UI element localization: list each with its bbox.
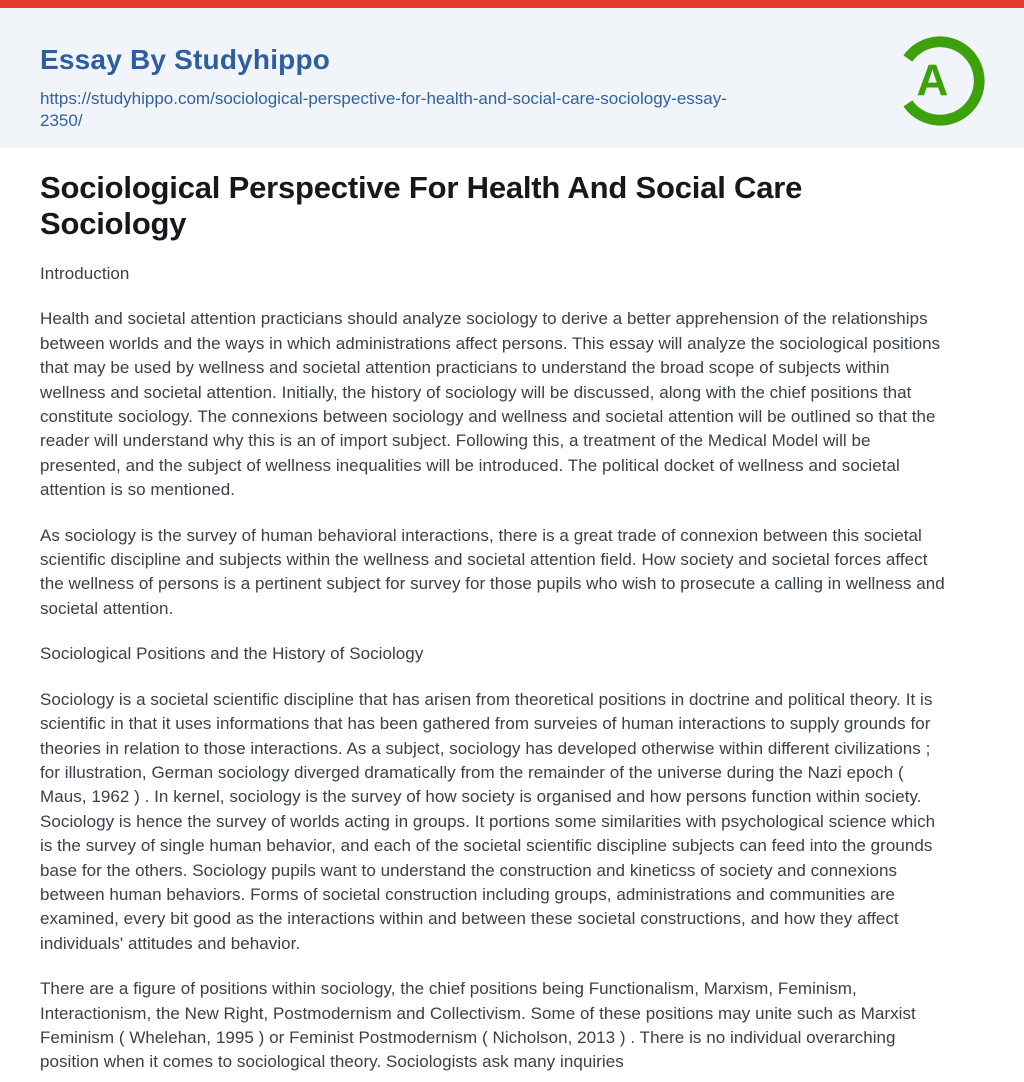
- essay-paragraph-3: Sociology is a societal scientific discipline that has arisen from theoretical positions in doctrine and political theory. It is scientific in that it uses informations that has been gathered from surveies of human interactions to supply grounds for theories in relation to those interactions. As a subject, sociology has developed otherwise within different civilizations ; for illustration, German sociology diverged dramatically from the remainder of the universe during the Nazi epoch ( Maus, 1962 ) . In kernel, sociology is the survey of how society is organised and how persons function within society. Sociology is hence the survey of worlds acting in groups. It portions some similarities with psychological science which is the survey of single human behavior, and each of the societal scientific discipline subjects can feed into the grounds base for the others. Sociology pupils want to understand the construction and kineticss of society and connexions between human behaviors. Forms of societal construction including groups, administrations and communities are examined, every bit good as the interactions within and between these societal constructions, and how they affect individuals' attitudes and behavior.: [40, 689, 936, 953]
- essay-title: Sociological Perspective For Health And Social Care Sociology: [40, 170, 803, 241]
- essay-paragraph-2: As sociology is the survey of human behavioral interactions, there is a great trade of connexion between this societal scientific discipline and subjects within the wellness and societal attention field. How society and societal forces affect the wellness of persons is a pertinent subject for survey for those pupils who wish to prosecute a calling in wellness and societal attention.: [40, 525, 945, 618]
- page-url-line-2: 2350/: [40, 111, 83, 130]
- header-text-block: [40, 38, 727, 132]
- essay-paragraph-4: There are a figure of positions within sociology, the chief positions being Functionalism, Marxism, Feminism, Interactionism, the New Right, Postmodernism and Collectivism. Some of these positions may unite such as Marxist Feminism ( Whelehan, 1995 ) or Feminist Postmodernism ( Nicholson, 2013 ) . There is no individual overarching position when it comes to sociological theory. Sociologists ask many inquiries: [40, 979, 916, 1072]
- section-label-sociological-positions: Sociological Positions and the History of Sociology: [40, 644, 424, 664]
- section-label-introduction: Introduction: [40, 264, 130, 283]
- essay-content: [0, 148, 1024, 1075]
- page-url-line-1: https://studyhippo.com/sociological-perspective-for-health-and-social-care-sociology-essay-: [40, 89, 727, 108]
- page-url-link[interactable]: [40, 88, 727, 132]
- logo-letter-a: A: [916, 56, 949, 106]
- site-title: Essay By Studyhippo: [40, 44, 331, 75]
- top-accent-bar: [0, 0, 1024, 8]
- studyhippo-logo-icon: [892, 31, 990, 129]
- site-header: [0, 8, 1024, 148]
- essay-paragraph-1: Health and societal attention practicians should analyze sociology to derive a better apprehension of the relationships between worlds and the ways in which administrations affect persons. This essay will analyze the sociological positions that may be used by wellness and societal attention practicians to understand the broad scope of subjects within wellness and societal attention. Initially, the history of sociology will be discussed, along with the chief positions that constitute sociology. The connexions between sociology and wellness and societal attention will be outlined so that the reader will understand why this is an of import subject. Following this, a treatment of the Medical Model will be presented, and the subject of wellness inequalities will be introduced. The political docket of wellness and societal attention is so mentioned.: [40, 309, 941, 500]
